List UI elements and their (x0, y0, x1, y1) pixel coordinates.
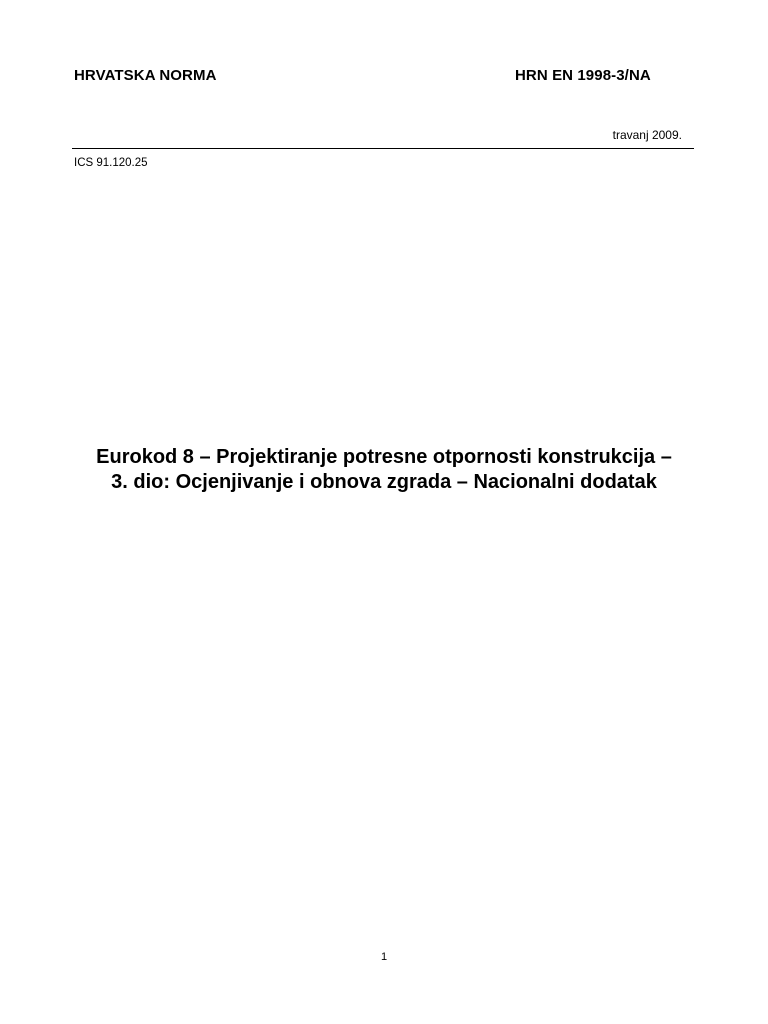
document-title-line-1: Eurokod 8 – Projektiranje potresne otpornosti konstrukcija – (96, 446, 672, 468)
publication-date: travanj 2009. (612, 128, 682, 142)
header-divider (72, 148, 694, 149)
standard-code: HRN EN 1998-3/NA (515, 67, 651, 84)
page-number: 1 (380, 951, 388, 963)
document-title (40, 445, 728, 495)
document-title-line-2: 3. dio: Ocjenjivanje i obnova zgrada – Nacionalni dodatak (111, 471, 657, 493)
ics-code: ICS 91.120.25 (74, 157, 148, 169)
standard-name: HRVATSKA NORMA (74, 67, 217, 84)
